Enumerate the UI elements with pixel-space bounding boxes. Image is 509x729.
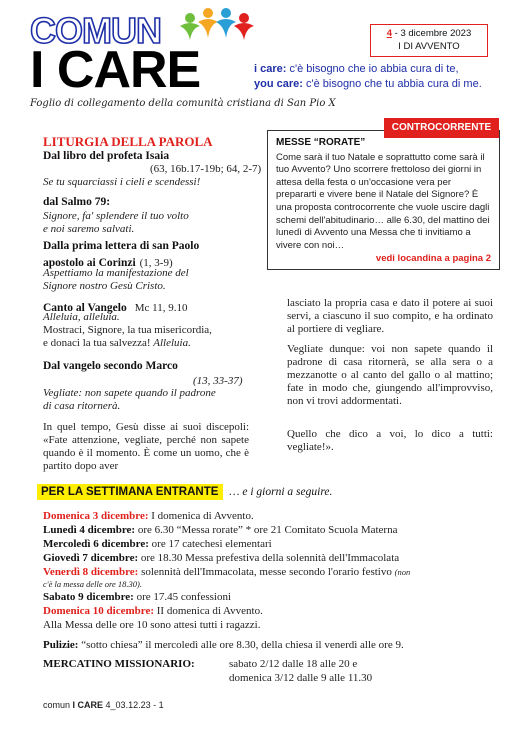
isaia-verse: Se tu squarciassi i cieli e scendessi! bbox=[43, 176, 201, 188]
controcorrente-body: Come sarà il tuo Natale e soprattutto come sarà il tuo Avvento? Uno scorrere frettoloso dei giorni in attesa della festa o un'occasione vera per prepararti e vivere bene il Natale del Signore? È una proposta controcorrente che vuole uscire dagli schemi dell'abitudinario… alle 6.30, del mattino dei lunedì di Avvento una Messa che ti invitiamo a vivere con noi… bbox=[276, 151, 490, 251]
event-row: Domenica 3 dicembre: I domenica di Avvento. bbox=[43, 510, 254, 522]
logo-i-care: I CARE bbox=[30, 41, 201, 99]
canto-line-3: e donaci la tua salvezza! Alleluia. bbox=[43, 337, 191, 349]
controcorrente-link[interactable]: vedi locandina a pagina 2 bbox=[375, 253, 491, 265]
mercatino-line-2: domenica 3/12 dalle 9 alle 11.30 bbox=[229, 672, 373, 684]
canto-reference: Mc 11, 9.10 bbox=[134, 302, 188, 314]
canto-heading: Canto al Vangelo bbox=[43, 302, 127, 314]
i-care-motto: i care: c'è bisogno che io abbia cura di te, bbox=[254, 63, 459, 75]
issue-date-box bbox=[370, 24, 488, 57]
vangelo-body-right-1: lasciato la propria casa e dato il potere ai suoi servi, a ciascuno il suo compito, e ha ordinato al portiere di vegliare. bbox=[287, 297, 493, 335]
event-row: Mercoledì 6 dicembre: ore 17 catechesi elementari bbox=[43, 538, 272, 550]
isaia-heading: Dal libro del profeta Isaia bbox=[43, 150, 170, 162]
controcorrente-tab: CONTROCORRENTE bbox=[384, 118, 499, 138]
salmo-heading: dal Salmo 79: bbox=[43, 196, 111, 208]
mercatino-label: MERCATINO MISSIONARIO: bbox=[43, 658, 195, 670]
event-row: Domenica 10 dicembre: II domenica di Avvento. bbox=[43, 605, 263, 617]
mercatino-line-1: sabato 2/12 dalle 18 alle 20 e bbox=[229, 658, 358, 670]
event-note: c'è la messa delle ore 18.30). bbox=[43, 579, 142, 589]
settimana-header bbox=[37, 486, 332, 498]
settimana-subtitle: … e i giorni a seguire. bbox=[229, 486, 333, 498]
salmo-response-2: e noi saremo salvati. bbox=[43, 223, 135, 235]
vangelo-body-right-2: Vegliate dunque: voi non sapete quando il padrone di casa ritornerà, se alla sera o a mezzanotte o al canto del gallo o al mattino; fate in modo che, giungendo all'improvviso, non vi trovi addormentati. bbox=[287, 343, 493, 407]
you-care-motto: you care: c'è bisogno che tu abbia cura di me. bbox=[254, 78, 482, 90]
newsletter-subtitle: Foglio di collegamento della comunità cristiana di San Pio X bbox=[30, 98, 336, 109]
controcorrente-heading: MESSE “RORATE” bbox=[276, 137, 366, 148]
salmo-response-1: Signore, fa' splendere il tuo volto bbox=[43, 210, 189, 222]
people-logo-icon bbox=[178, 6, 258, 46]
event-row: Sabato 9 dicembre: ore 17.45 confessioni bbox=[43, 591, 232, 603]
care-mottos bbox=[254, 62, 482, 92]
canto-alleluia: Alleluia, alleluia. bbox=[43, 311, 120, 323]
pulizie-row: Pulizie: “sotto chiesa” il mercoledì alle ore 8.30, della chiesa il venerdì alle ore 9. bbox=[43, 639, 404, 651]
lettera-verse-1: Aspettiamo la manifestazione del bbox=[43, 267, 189, 279]
vangelo-acclamation-1: Vegliate: non sapete quando il padrone bbox=[43, 387, 216, 399]
lettera-verse-2: Signore nostro Gesù Cristo. bbox=[43, 280, 166, 292]
canto-line-2: Mostraci, Signore, la tua misericordia, bbox=[43, 324, 212, 336]
issue-liturgical-week: I DI AVVENTO bbox=[398, 41, 460, 52]
issue-date: 4 - 3 dicembre 2023 bbox=[386, 28, 472, 39]
vangelo-body-left: In quel tempo, Gesù disse ai suoi discepoli: «Fate attenzione, vegliate, perché non sapete quando è il momento. È come un uomo, che è partito dopo aver bbox=[43, 421, 249, 472]
settimana-title: PER LA SETTIMANA ENTRANTE bbox=[37, 484, 223, 500]
vangelo-body-right-3: Quello che dico a voi, lo dico a tutti: vegliate!». bbox=[287, 428, 493, 453]
lettera-heading-1: Dalla prima lettera di san Paolo bbox=[43, 240, 200, 252]
vangelo-acclamation-2: di casa ritornerà. bbox=[43, 400, 121, 412]
page-footer: comun I CARE 4_03.12.23 - 1 bbox=[43, 700, 164, 710]
event-row: Venerdì 8 dicembre: solennità dell'Immacolata, messe secondo l'orario festivo (non bbox=[43, 566, 411, 578]
lettera-heading-2: apostolo ai Corinzi bbox=[43, 257, 136, 269]
isaia-reference: (63, 16b.17-19b; 64, 2-7) bbox=[150, 163, 262, 175]
lettera-reference: (1, 3-9) bbox=[139, 257, 173, 269]
vangelo-reference: (13, 33-37) bbox=[193, 375, 243, 387]
vangelo-heading: Dal vangelo secondo Marco bbox=[43, 360, 178, 372]
controcorrente-box bbox=[267, 130, 500, 270]
liturgia-title: LITURGIA DELLA PAROLA bbox=[43, 134, 213, 149]
event-row: Giovedì 7 dicembre: ore 18.30 Messa prefestiva della solennità dell'Immacolata bbox=[43, 552, 400, 564]
logo-comun: COMUN bbox=[30, 10, 161, 51]
event-extra: Alla Messa delle ore 10 sono attesi tutti i ragazzi. bbox=[43, 619, 261, 631]
event-row: Lunedì 4 dicembre: ore 6.30 “Messa rorate” * ore 21 Comitato Scuola Materna bbox=[43, 524, 398, 536]
